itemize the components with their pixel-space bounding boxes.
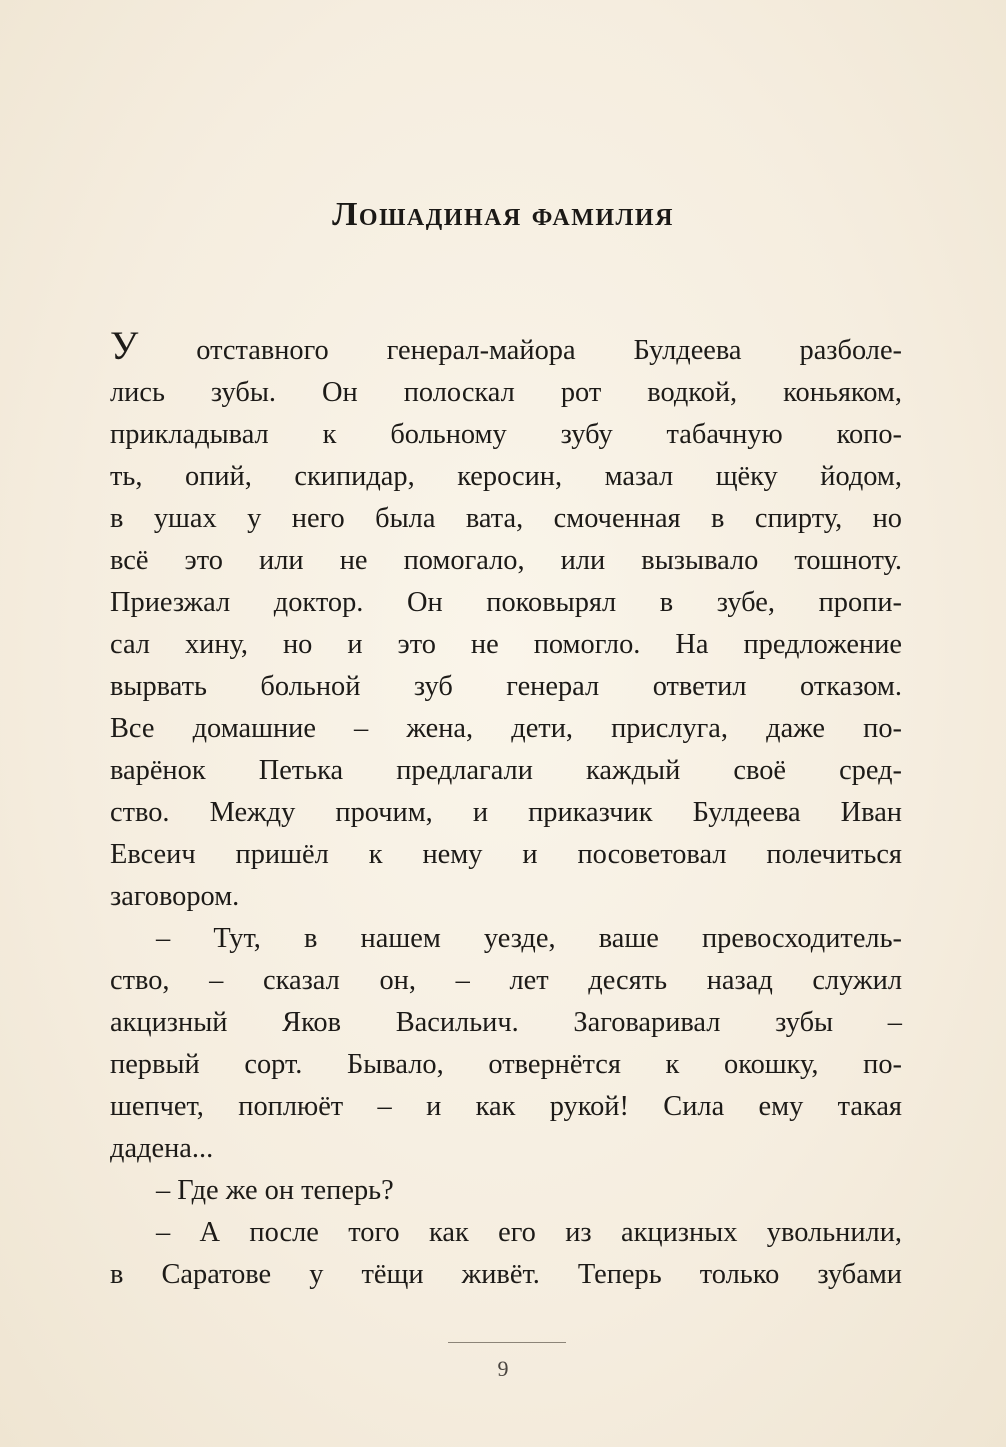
text-line: вырвать больной зуб генерал ответил отказом.: [110, 671, 902, 702]
text-line: акцизный Яков Васильич. Заговаривал зубы –: [110, 1007, 902, 1038]
text-line: в Саратове у тёщи живёт. Теперь только зубами: [110, 1259, 902, 1290]
chapter-title: Лошадиная фамилия: [332, 196, 674, 233]
text-line: дадена...: [110, 1133, 214, 1164]
text-line: – А после того как его из акцизных увольнили,: [156, 1217, 902, 1248]
text-line: Все домашние – жена, дети, прислуга, даже по-: [110, 713, 902, 744]
text-line: заговором.: [110, 881, 240, 912]
drop-cap: У: [110, 323, 139, 368]
footer-divider: [448, 1342, 566, 1343]
text-line: ство. Между прочим, и приказчик Булдеева Иван: [110, 797, 902, 828]
body-text: [110, 323, 902, 1296]
text-line: сал хину, но и это не помогло. На предложение: [110, 629, 902, 660]
text-line: ть, опий, скипидар, керосин, мазал щёку йодом,: [110, 461, 902, 492]
page-number: 9: [497, 1356, 509, 1381]
text-line: шепчет, поплюёт – и как рукой! Сила ему такая: [110, 1091, 902, 1122]
text-line: первый сорт. Бывало, отвернётся к окошку, по-: [110, 1049, 902, 1080]
text-line: Евсеич пришёл к нему и посоветовал полечиться: [110, 839, 902, 870]
text-line: варёнок Петька предлагали каждый своё сред-: [110, 755, 902, 786]
text-line: У отставного генерал-майора Булдеева разболе-: [110, 323, 902, 368]
text-line: – Где же он теперь?: [156, 1175, 394, 1206]
text-line: всё это или не помогало, или вызывало тошноту.: [110, 545, 902, 576]
text-line: – Тут, в нашем уезде, ваше превосходитель-: [156, 923, 902, 954]
text-line: ство, – сказал он, – лет десять назад служил: [110, 965, 902, 996]
text-line: Приезжал доктор. Он поковырял в зубе, пропи-: [110, 587, 902, 618]
text-line: в ушах у него была вата, смоченная в спирту, но: [110, 503, 902, 534]
text-line: лись зубы. Он полоскал рот водкой, коньяком,: [110, 377, 902, 408]
text-line: прикладывал к больному зубу табачную копо-: [110, 419, 902, 450]
